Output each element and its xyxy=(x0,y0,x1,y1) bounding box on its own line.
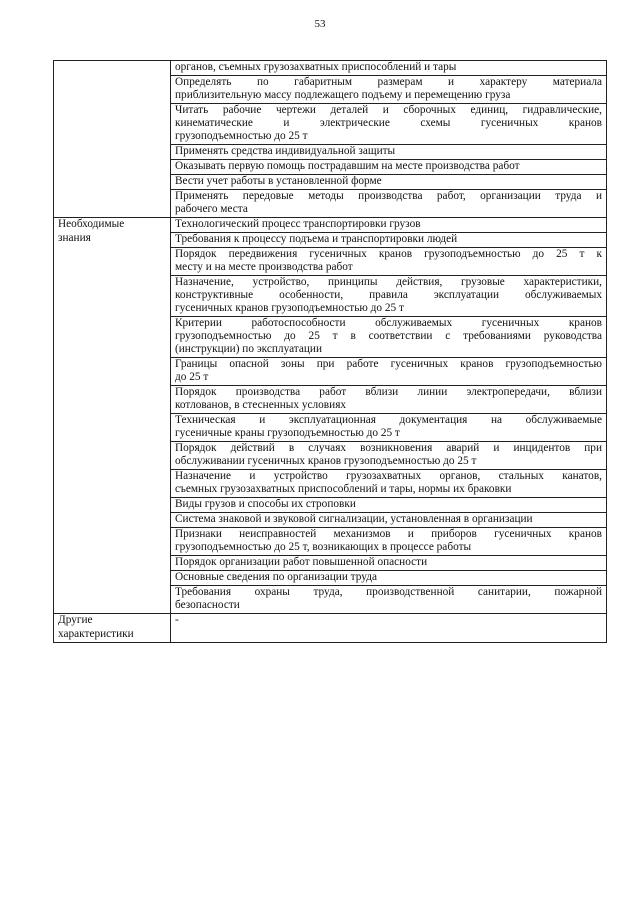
section-label-line: Другие xyxy=(58,614,93,626)
requirement-text-line: грузоподъемностью до 25 т в соответствии с требованиями руководства xyxy=(175,330,602,342)
requirement-text-line: конструктивные особенности, правила эксплуатации обслуживаемых xyxy=(175,289,602,301)
requirement-text-line: Читать рабочие чертежи деталей и сборочных единиц, гидравлические, xyxy=(175,104,602,116)
requirement-text-line: Критерии работоспособности обслуживаемых гусеничных кранов xyxy=(175,317,602,329)
requirement-text-line: Основные сведения по организации труда xyxy=(175,571,377,583)
table-row xyxy=(54,61,607,76)
requirement-item xyxy=(171,276,607,317)
requirement-item xyxy=(171,61,607,76)
requirement-item xyxy=(171,317,607,358)
requirement-text-line: приблизительную массу подлежащего подъему и перемещению груза xyxy=(175,89,511,101)
requirement-text-line: съемных грузозахватных приспособлений и тары, нормы их браковки xyxy=(175,483,512,495)
table-row xyxy=(54,218,607,233)
section-label-line: характеристики xyxy=(58,627,134,640)
requirement-item xyxy=(171,442,607,470)
requirement-item xyxy=(171,386,607,414)
requirement-item xyxy=(171,414,607,442)
section-label-line: Необходимые xyxy=(58,218,125,230)
requirement-text-line: (инструкции) по эксплуатации xyxy=(175,343,323,355)
requirement-text-line: гусеничные краны грузоподъемностью до 25 т xyxy=(175,427,400,439)
requirement-text-line: до 25 т xyxy=(175,371,209,383)
requirement-item xyxy=(171,586,607,614)
requirement-item xyxy=(171,513,607,528)
requirement-text-line: месту и на месте производства работ xyxy=(175,261,353,273)
requirement-text-line: - xyxy=(175,614,179,626)
requirement-text-line: котлованов, в стесненных условиях xyxy=(175,399,347,411)
requirement-item xyxy=(171,233,607,248)
page-number: 53 xyxy=(314,18,326,30)
requirement-item xyxy=(171,614,607,643)
table-row xyxy=(54,614,607,643)
requirement-text-line: Порядок организации работ повышенной опасности xyxy=(175,556,428,568)
requirement-text-line: Система знаковой и звуковой сигнализации, установленная в организации xyxy=(175,513,533,525)
requirement-text-line: Применять передовые методы производства работ, организации труда и xyxy=(175,190,602,202)
requirement-item xyxy=(171,160,607,175)
requirement-text-line: безопасности xyxy=(175,599,240,611)
requirement-item xyxy=(171,556,607,571)
section-label-line: знания xyxy=(58,231,91,244)
requirement-item xyxy=(171,145,607,160)
requirement-text-line: кинематические и электрические схемы гусеничных кранов xyxy=(175,117,602,129)
requirement-text-line: Требования охраны труда, производственной санитарии, пожарной xyxy=(175,586,602,598)
section-label xyxy=(54,61,171,218)
requirement-item xyxy=(171,470,607,498)
requirement-text-line: Технологический процесс транспортировки грузов xyxy=(175,218,421,230)
requirement-text-line: Порядок передвижения гусеничных кранов грузоподъемностью до 25 т к xyxy=(175,248,602,260)
requirement-text-line: Назначение и устройство грузозахватных органов, стальных канатов, xyxy=(175,470,602,482)
requirement-text-line: грузоподъемностью до 25 т xyxy=(175,130,308,142)
requirements-table xyxy=(53,60,607,643)
requirement-text-line: Виды грузов и способы их строповки xyxy=(175,498,356,510)
requirement-item xyxy=(171,76,607,104)
requirement-text-line: Оказывать первую помощь пострадавшим на месте производства работ xyxy=(175,160,520,172)
requirement-text-line: Требования к процессу подъема и транспортировки людей xyxy=(175,233,458,245)
section-label xyxy=(54,614,171,643)
requirement-text-line: Границы опасной зоны при работе гусеничных кранов грузоподъемностью xyxy=(175,358,602,370)
requirement-item xyxy=(171,571,607,586)
requirement-text-line: рабочего места xyxy=(175,203,248,215)
requirement-text-line: обслуживании гусеничных кранов грузоподъемностью до 25 т xyxy=(175,455,477,467)
requirement-item xyxy=(171,528,607,556)
requirement-item xyxy=(171,190,607,218)
requirement-text-line: Порядок производства работ вблизи линии электропередачи, вблизи xyxy=(175,386,602,398)
requirement-text-line: гусеничных кранов грузоподъемностью до 25 т xyxy=(175,302,404,314)
requirement-item xyxy=(171,248,607,276)
requirement-text-line: Техническая и эксплуатационная документация на обслуживаемые xyxy=(175,414,602,426)
requirement-text-line: Применять средства индивидуальной защиты xyxy=(175,145,396,157)
requirement-text-line: органов, съемных грузозахватных приспособлений и тары xyxy=(175,61,457,73)
requirement-item xyxy=(171,104,607,145)
requirement-text-line: Порядок действий в случаях возникновения аварий и инцидентов при xyxy=(175,442,602,454)
requirement-text-line: Определять по габаритным размерам и характеру материала xyxy=(175,76,602,88)
requirement-text-line: грузоподъемностью до 25 т, возникающих в процессе работы xyxy=(175,541,472,553)
requirement-item xyxy=(171,218,607,233)
requirement-item xyxy=(171,358,607,386)
requirement-item xyxy=(171,498,607,513)
requirement-text-line: Вести учет работы в установленной форме xyxy=(175,175,382,187)
requirement-text-line: Признаки неисправностей механизмов и приборов гусеничных кранов xyxy=(175,528,602,540)
requirement-text-line: Назначение, устройство, принципы действия, грузовые характеристики, xyxy=(175,276,602,288)
section-label xyxy=(54,218,171,614)
requirement-item xyxy=(171,175,607,190)
